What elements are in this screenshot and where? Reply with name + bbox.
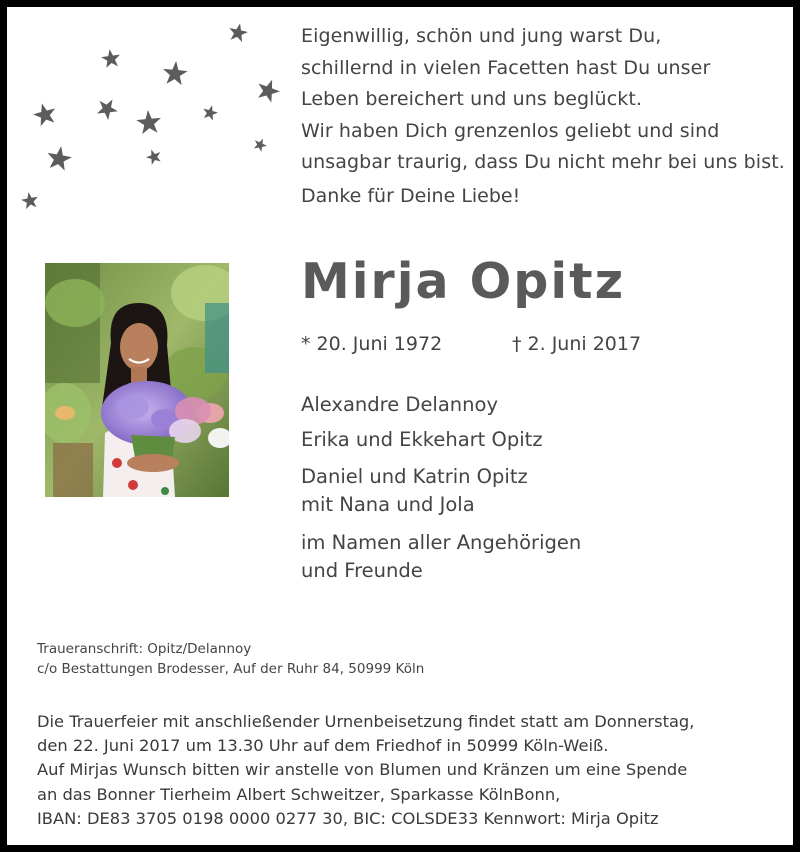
star-icon [20, 191, 40, 210]
poem-line: Eigenwillig, schön und jung warst Du, [301, 25, 662, 47]
star-icon [254, 76, 283, 104]
star-icon [31, 100, 59, 127]
funeral-notice [37, 710, 694, 831]
notice-line: Auf Mirjas Wunsch bitten wir anstelle von Blumen und Kränzen um eine Spende [37, 760, 688, 780]
poem-line: Wir haben Dich grenzenlos geliebt und sind [301, 119, 720, 142]
portrait-photo [45, 263, 229, 497]
poem-line: Leben bereichert und uns beglückt. [301, 88, 643, 110]
notice-line: IBAN: DE83 3705 0198 0000 0277 30, BIC: COLSDE33 Kennwort: Mirja Opitz [37, 808, 659, 828]
family-line: Daniel und Katrin Opitz [301, 465, 528, 488]
star-icon [201, 103, 219, 121]
notice-line: den 22. Juni 2017 um 13.30 Uhr auf dem Friedhof in 50999 Köln-Weiß. [37, 736, 609, 756]
address-line: c/o Bestattungen Brodesser, Auf der Ruhr 84, 50999 Köln [37, 661, 425, 677]
birth-date: * 20. Juni 1972 [301, 333, 443, 355]
star-icon [144, 147, 163, 166]
family-line: Alexandre Delannoy [301, 393, 498, 416]
star-icon [93, 94, 121, 122]
star-icon [227, 21, 249, 43]
poem [301, 21, 785, 179]
family-line: im Namen aller Angehörigen [301, 531, 582, 554]
thanks-line: Danke für Deine Liebe! [301, 185, 521, 207]
poem-line: schillernd in vielen Facetten hast Du unser [301, 56, 711, 79]
star-icon [136, 109, 163, 135]
family-group [301, 391, 498, 419]
family-line: mit Nana und Jola [301, 493, 475, 516]
poem-line: unsagbar traurig, dass Du nicht mehr bei uns bist. [301, 151, 785, 173]
life-dates [301, 333, 642, 355]
star-icon [100, 48, 121, 69]
family-group [301, 426, 543, 454]
notice-line: Die Trauerfeier mit anschließender Urnenbeisetzung findet statt am Donnerstag, [37, 712, 695, 731]
mourning-address [37, 639, 424, 679]
notice-line: an das Bonner Tierheim Albert Schweitzer, Sparkasse KölnBonn, [37, 784, 561, 804]
star-icon [45, 144, 73, 171]
family-line: Erika und Ekkehart Opitz [301, 428, 543, 451]
family-group [301, 529, 581, 585]
star-icon [252, 136, 269, 153]
stars-decoration [7, 7, 297, 227]
obituary-notice [7, 7, 793, 845]
star-icon [162, 60, 189, 86]
address-line: Traueranschrift: Opitz/Delannoy [37, 641, 252, 657]
family-group [301, 463, 528, 519]
deceased-name: Mirja Opitz [301, 253, 626, 310]
family-line: und Freunde [301, 559, 423, 582]
death-date: † 2. Juni 2017 [512, 333, 642, 355]
